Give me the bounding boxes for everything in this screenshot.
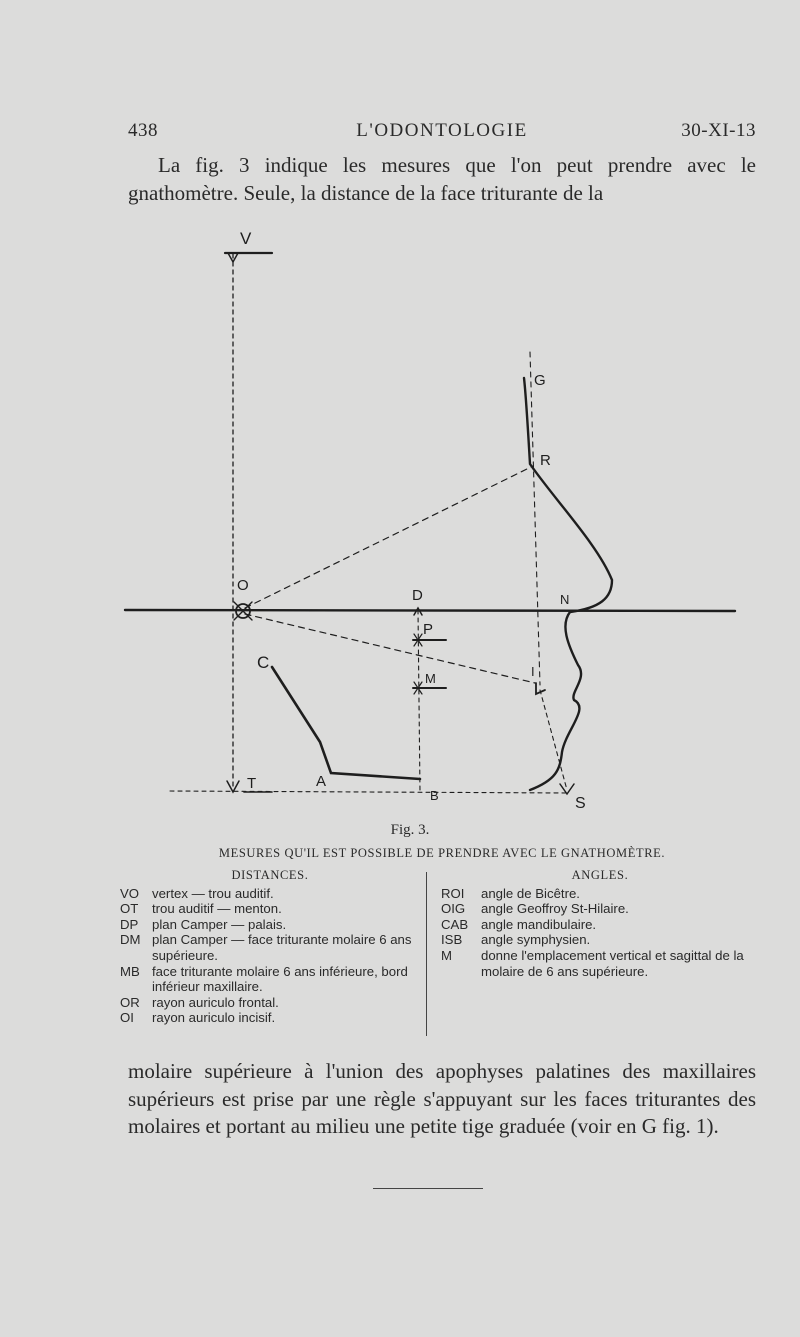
entry-text: plan Camper — palais. <box>152 916 287 932</box>
label-g: G <box>534 372 546 389</box>
label-c: C <box>257 653 270 672</box>
ray-o-i <box>245 614 535 683</box>
paragraph-top: La fig. 3 indique les mesures que l'on peut prendre avec le gnathomètre. Seule, la distance de la face triturante de la <box>128 153 756 205</box>
legend-distances <box>120 868 420 1026</box>
legend-entry <box>441 917 759 933</box>
label-p: P <box>423 621 434 638</box>
legend-entry <box>120 886 420 902</box>
entry-code: CAB <box>441 916 469 932</box>
label-r: R <box>540 452 551 469</box>
line-vertical-g <box>530 352 540 685</box>
legend-entry <box>441 948 759 979</box>
legend-entry <box>441 886 759 902</box>
entry-text: angle mandibulaire. <box>481 916 597 932</box>
entry-text: angle de Bicêtre. <box>481 885 580 901</box>
paragraph-bottom: molaire supérieure à l'union des apophyses palatines des maxillaires supérieurs est prise par une règle s'appuyant sur les faces triturantes des molaires et portant au milieu une petite tige graduée (voir en G fig. 1). <box>128 1059 756 1138</box>
legend-entry <box>120 917 420 933</box>
page-number: 438 <box>128 120 158 141</box>
entry-text: rayon auriculo frontal. <box>152 994 279 1010</box>
entry-text: vertex — trou auditif. <box>152 885 274 901</box>
figure-caption: MESURES QU'IL EST POSSIBLE DE PRENDRE AVEC LE GNATHOMÈTRE. <box>218 846 666 860</box>
journal-title: L'ODONTOLOGIE <box>356 120 528 141</box>
entry-text: rayon auriculo incisif. <box>152 1010 276 1026</box>
entry-code: M <box>441 947 452 963</box>
label-b: B <box>430 788 439 803</box>
label-n: N <box>560 592 570 607</box>
entry-code: DP <box>120 916 139 932</box>
entry-text: face triturante molaire 6 ans inférieure, bord inférieur maxillaire. <box>152 963 408 995</box>
label-o: O <box>237 577 249 594</box>
label-d: D <box>412 587 423 604</box>
entry-text: angle symphysien. <box>481 932 591 948</box>
legend-entry <box>120 964 420 995</box>
line-camper-plane <box>125 610 735 611</box>
distances-heading: DISTANCES. <box>231 868 309 882</box>
label-a: A <box>316 773 327 790</box>
legend-entry <box>120 995 420 1011</box>
legend-entry <box>441 932 759 948</box>
figure-number: Fig. 3. <box>390 822 430 838</box>
entry-text: plan Camper — face triturante molaire 6 ans supérieure. <box>152 932 412 963</box>
mandible-line <box>272 667 420 779</box>
entry-text: donne l'emplacement vertical et sagittal de la molaire de 6 ans supérieure. <box>481 947 744 979</box>
label-s: S <box>575 795 586 812</box>
entry-code: OI <box>120 1010 134 1026</box>
entry-code: OT <box>120 901 139 917</box>
legend-angles <box>441 868 759 979</box>
legend-entry <box>120 1010 420 1026</box>
entry-text: angle Geoffroy St-Hilaire. <box>481 901 629 917</box>
legend-entry <box>441 901 759 917</box>
end-rule <box>373 1188 483 1189</box>
entry-text: trou auditif — menton. <box>152 901 282 917</box>
legend-entry <box>120 932 420 963</box>
label-m: M <box>425 671 436 686</box>
ray-o-r <box>245 466 533 608</box>
label-i: I <box>531 664 535 679</box>
column-divider <box>426 872 427 1036</box>
entry-code: MB <box>120 963 140 979</box>
angles-heading: ANGLES. <box>571 868 629 882</box>
entry-code: OIG <box>441 901 466 917</box>
issue-date: 30-XI-13 <box>681 120 756 141</box>
legend-entry <box>120 901 420 917</box>
entry-code: VO <box>120 885 140 901</box>
line-bottom-t-s <box>170 791 568 793</box>
label-v: V <box>240 229 252 248</box>
entry-code: ROI <box>441 885 465 901</box>
entry-code: ISB <box>441 932 463 948</box>
figure-legend <box>120 868 760 1038</box>
label-t: T <box>247 775 257 792</box>
entry-code: OR <box>120 994 140 1010</box>
entry-code: DM <box>120 932 141 948</box>
